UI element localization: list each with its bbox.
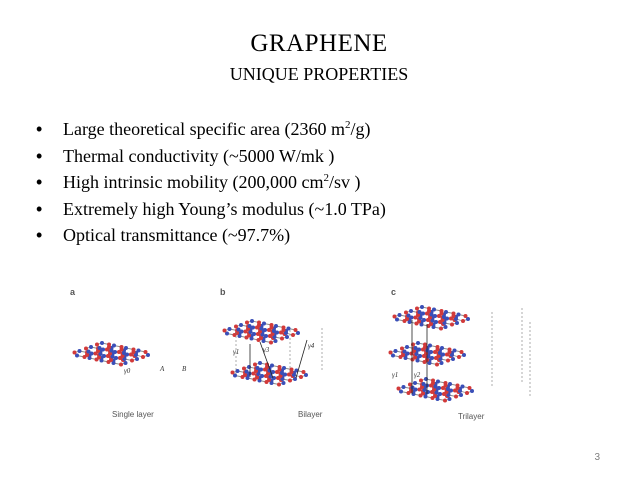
carbon-atom: [429, 322, 433, 326]
page-number: 3: [594, 452, 600, 463]
carbon-atom: [452, 314, 456, 318]
carbon-atom: [430, 313, 434, 317]
carbon-atom: [251, 326, 255, 330]
gamma3-annotation: γ3: [263, 346, 270, 354]
carbon-atom: [402, 385, 406, 389]
carbon-atom: [420, 305, 424, 309]
carbon-atom: [132, 350, 136, 354]
bullet-item: • Thermal conductivity (~5000 W/mk ): [36, 143, 386, 170]
carbon-atom: [260, 374, 264, 378]
caption-single-layer: Single layer: [112, 410, 154, 419]
panel-label-c: c: [391, 287, 397, 297]
single-layer-lattice: [73, 341, 151, 367]
carbon-atom: [444, 310, 448, 314]
carbon-atom: [413, 356, 417, 360]
caption-bilayer: Bilayer: [298, 410, 323, 419]
carbon-atom: [282, 366, 286, 370]
carbon-atom: [255, 376, 259, 380]
carbon-atom: [260, 327, 264, 331]
carbon-atom: [78, 349, 82, 353]
carbon-atom: [461, 385, 465, 389]
carbon-atom: [439, 327, 443, 331]
carbon-atom: [428, 344, 432, 348]
carbon-atom: [434, 320, 438, 324]
carbon-atom: [426, 349, 430, 353]
carbon-atom: [389, 351, 393, 355]
carbon-atom: [405, 345, 409, 349]
carbon-atom: [437, 386, 441, 390]
carbon-atom: [109, 358, 113, 362]
carbon-atom: [302, 370, 306, 374]
carbon-atom: [434, 385, 438, 389]
site-a-annotation: A: [160, 365, 165, 373]
carbon-atom: [438, 351, 442, 355]
carbon-atom: [250, 319, 254, 323]
carbon-atom: [247, 334, 251, 338]
carbon-atom: [446, 359, 450, 363]
carbon-atom: [401, 353, 405, 357]
carbon-atom: [259, 336, 263, 340]
caption-trilayer: Trilayer: [458, 412, 485, 421]
carbon-atom: [400, 347, 404, 351]
gamma4-annotation: γ4: [308, 342, 315, 350]
carbon-atom: [282, 328, 286, 332]
carbon-atom: [436, 380, 440, 384]
panel-label-a: a: [70, 287, 76, 297]
carbon-atom: [409, 309, 413, 313]
carbon-atom: [228, 327, 232, 331]
carbon-atom: [421, 392, 425, 396]
carbon-atom: [418, 354, 422, 358]
gamma2-annotation: γ2: [414, 371, 421, 379]
carbon-atom: [85, 353, 89, 357]
carbon-atom: [465, 391, 469, 395]
carbon-atom: [432, 308, 436, 312]
carbon-atom: [454, 395, 458, 399]
carbon-atom: [242, 367, 246, 371]
carbon-atom: [288, 379, 292, 383]
graphene-layers-figure: [60, 282, 560, 432]
carbon-atom: [248, 324, 252, 328]
carbon-atom: [413, 381, 417, 385]
carbon-atom: [446, 387, 450, 391]
slide-title: GRAPHENE: [250, 30, 388, 57]
carbon-atom: [429, 350, 433, 354]
carbon-atom: [440, 312, 444, 316]
carbon-atom: [119, 363, 123, 367]
carbon-atom: [421, 312, 425, 316]
carbon-atom: [393, 315, 397, 319]
carbon-atom: [404, 311, 408, 315]
carbon-atom: [267, 378, 271, 382]
carbon-atom: [280, 337, 284, 341]
carbon-atom: [231, 371, 235, 375]
graphene-lattice-svg: [60, 282, 560, 432]
carbon-atom: [294, 328, 298, 332]
bullet-list: [36, 116, 386, 249]
slide-subtitle: UNIQUE PROPERTIES: [229, 64, 409, 84]
bullet-item: • Large theoretical specific area (2360 $m^2/g$): [36, 116, 386, 143]
carbon-atom: [97, 356, 101, 360]
carbon-atom: [144, 350, 148, 354]
carbon-atom: [277, 383, 281, 387]
carbon-atom: [405, 317, 409, 321]
carbon-atom: [418, 310, 422, 314]
carbon-atom: [141, 355, 145, 359]
bullet-item: • Optical transmittance (~97.7%): [36, 222, 386, 249]
carbon-atom: [408, 383, 412, 387]
carbon-atom: [433, 394, 437, 398]
carbon-atom: [444, 384, 448, 388]
trilayer-lattice: [389, 305, 531, 403]
carbon-atom: [431, 381, 435, 385]
carbon-atom: [436, 348, 440, 352]
carbon-atom: [95, 343, 99, 347]
carbon-atom: [460, 350, 464, 354]
carbon-atom: [100, 341, 104, 345]
carbon-atom: [223, 329, 227, 333]
carbon-atom: [448, 382, 452, 386]
carbon-atom: [137, 349, 141, 353]
panel-label-b: b: [220, 287, 226, 297]
carbon-atom: [397, 387, 401, 391]
carbon-atom: [427, 309, 431, 313]
carbon-atom: [270, 326, 274, 330]
carbon-atom: [245, 321, 249, 325]
carbon-atom: [422, 382, 426, 386]
carbon-atom: [394, 349, 398, 353]
carbon-atom: [423, 345, 427, 349]
carbon-atom: [257, 323, 261, 327]
carbon-atom: [456, 386, 460, 390]
carbon-atom: [234, 325, 238, 329]
carbon-atom: [457, 355, 461, 359]
carbon-atom: [448, 350, 452, 354]
carbon-atom: [120, 348, 124, 352]
carbon-atom: [89, 345, 93, 349]
carbon-atom: [440, 346, 444, 350]
carbon-atom: [110, 349, 114, 353]
carbon-atom: [73, 351, 77, 355]
carbon-atom: [107, 345, 111, 349]
carbon-atom: [464, 314, 468, 318]
carbon-atom: [102, 354, 106, 358]
carbon-atom: [264, 334, 268, 338]
bullet-item: • Extremely high Young’s modulus (~1.0 TPa): [36, 196, 386, 223]
carbon-atom: [438, 392, 442, 396]
carbon-atom: [263, 328, 267, 332]
carbon-atom: [422, 318, 426, 322]
carbon-atom: [239, 323, 243, 327]
carbon-atom: [430, 356, 434, 360]
carbon-atom: [262, 322, 266, 326]
carbon-atom: [398, 313, 402, 317]
carbon-atom: [274, 324, 278, 328]
carbon-atom: [259, 368, 263, 372]
carbon-atom: [270, 364, 274, 368]
carbon-atom: [416, 341, 420, 345]
gamma1-annotation: γ1: [233, 348, 240, 356]
carbon-atom: [435, 363, 439, 367]
carbon-atom: [278, 368, 282, 372]
carbon-atom: [272, 329, 276, 333]
carbon-atom: [417, 348, 421, 352]
carbon-atom: [433, 314, 437, 318]
site-b-annotation: B: [182, 365, 187, 373]
carbon-atom: [442, 315, 446, 319]
carbon-atom: [84, 347, 88, 351]
carbon-atom: [98, 346, 102, 350]
bullet-item: • High intrinsic mobility (200,000 $cm^2/sv$ ): [36, 169, 386, 196]
carbon-atom: [280, 371, 284, 375]
carbon-atom: [453, 349, 457, 353]
carbon-atom: [243, 373, 247, 377]
carbon-atom: [253, 363, 257, 367]
carbon-atom: [130, 359, 134, 363]
carbon-atom: [443, 399, 447, 403]
carbon-atom: [414, 346, 418, 350]
carbon-atom: [299, 375, 303, 379]
gamma0-annotation: γ0: [124, 367, 131, 375]
carbon-atom: [415, 307, 419, 311]
carbon-atom: [269, 341, 273, 345]
carbon-atom: [252, 332, 256, 336]
carbon-atom: [256, 366, 260, 370]
carbon-atom: [457, 313, 461, 317]
carbon-atom: [112, 344, 116, 348]
carbon-atom: [122, 351, 126, 355]
carbon-atom: [450, 323, 454, 327]
carbon-atom: [417, 320, 421, 324]
gamma1-annotation-c: γ1: [392, 371, 399, 379]
carbon-atom: [101, 348, 105, 352]
carbon-atom: [291, 333, 295, 337]
carbon-atom: [468, 386, 472, 390]
carbon-atom: [258, 361, 262, 365]
carbon-atom: [287, 327, 291, 331]
carbon-atom: [419, 379, 423, 383]
carbon-atom: [461, 319, 465, 323]
carbon-atom: [124, 346, 128, 350]
carbon-atom: [114, 356, 118, 360]
carbon-atom: [113, 350, 117, 354]
carbon-atom: [235, 331, 239, 335]
